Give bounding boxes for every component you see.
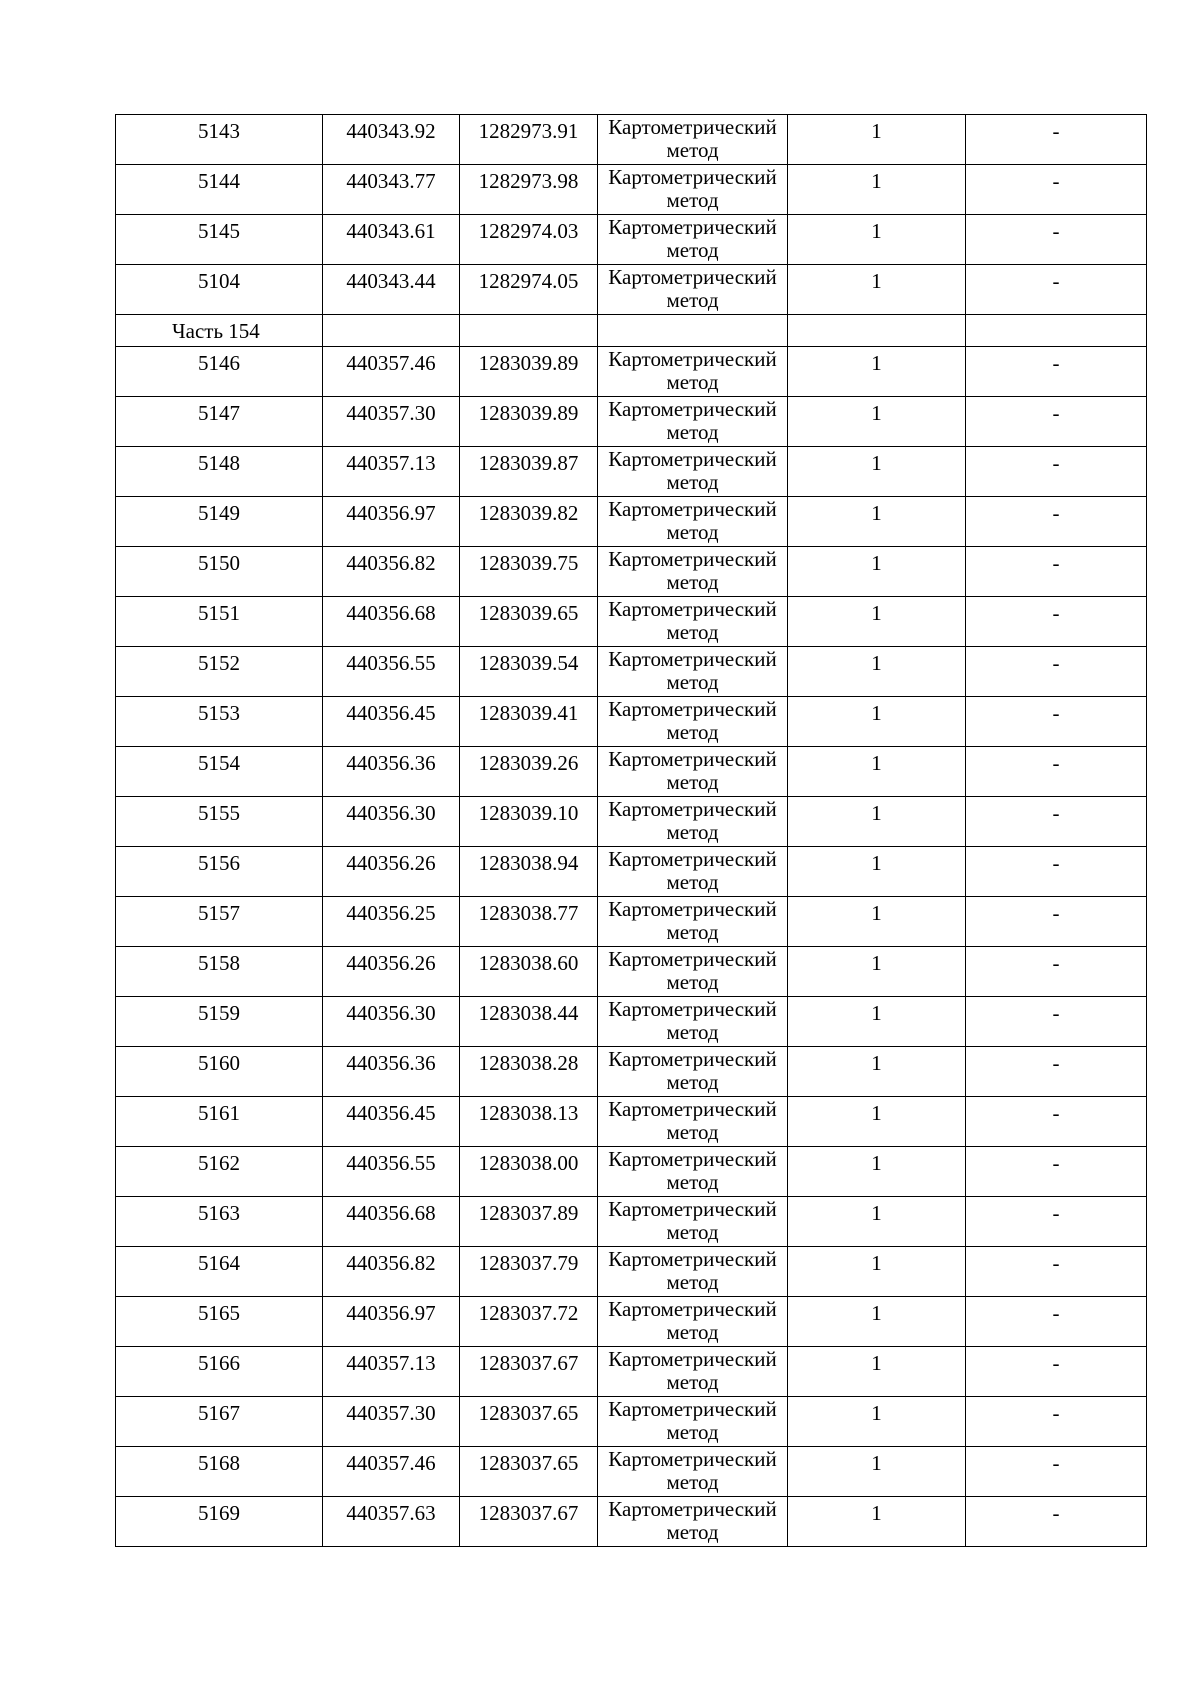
point-id-cell: 5143 [116,115,323,165]
method-cell [598,947,788,997]
method-line-2: метод [666,138,719,162]
accuracy-cell: 1 [788,1047,966,1097]
method-cell [598,347,788,397]
point-id-cell: 5151 [116,597,323,647]
method-line-2: метод [666,420,719,444]
table-row [116,1147,1147,1197]
y-coordinate-cell: 1283039.75 [460,547,598,597]
y-coordinate-cell: 1283037.65 [460,1447,598,1497]
method-line-2: метод [666,1170,719,1194]
note-cell: - [966,997,1147,1047]
x-coordinate-cell: 440356.55 [323,647,460,697]
method-line-1: Картометрический [608,697,777,721]
note-cell: - [966,747,1147,797]
method-cell [598,697,788,747]
note-cell: - [966,947,1147,997]
accuracy-cell: 1 [788,265,966,315]
method-line-2: метод [666,370,719,394]
accuracy-cell: 1 [788,947,966,997]
method-cell [598,1347,788,1397]
method-cell [598,115,788,165]
x-coordinate-cell: 440356.26 [323,847,460,897]
method-line-2: метод [666,1270,719,1294]
point-id-cell: 5149 [116,497,323,547]
method-cell [598,647,788,697]
y-coordinate-cell: 1283039.82 [460,497,598,547]
point-id-cell: 5155 [116,797,323,847]
point-id-cell: 5148 [116,447,323,497]
table-row [116,1397,1147,1447]
method-line-1: Картометрический [608,1397,777,1421]
method-line-1: Картометрический [608,647,777,671]
table-row [116,997,1147,1047]
method-line-1: Картометрический [608,215,777,239]
method-line-1: Картометрический [608,797,777,821]
note-cell: - [966,347,1147,397]
method-line-2: метод [666,1220,719,1244]
accuracy-cell: 1 [788,497,966,547]
x-coordinate-cell: 440356.26 [323,947,460,997]
x-coordinate-cell: 440356.97 [323,1297,460,1347]
method-line-2: метод [666,820,719,844]
note-cell: - [966,547,1147,597]
method-cell [598,597,788,647]
empty-cell [323,315,460,347]
point-id-cell: 5158 [116,947,323,997]
method-cell [598,1047,788,1097]
method-cell [598,1297,788,1347]
method-line-2: метод [666,1370,719,1394]
point-id-cell: 5168 [116,1447,323,1497]
method-line-1: Картометрический [608,947,777,971]
table-body [116,115,1147,1547]
method-line-2: метод [666,670,719,694]
table-row [116,347,1147,397]
accuracy-cell: 1 [788,747,966,797]
method-cell [598,997,788,1047]
x-coordinate-cell: 440357.46 [323,347,460,397]
note-cell: - [966,1197,1147,1247]
y-coordinate-cell: 1283038.77 [460,897,598,947]
empty-cell [598,315,788,347]
method-line-1: Картометрический [608,1047,777,1071]
x-coordinate-cell: 440356.55 [323,1147,460,1197]
note-cell: - [966,397,1147,447]
y-coordinate-cell: 1283037.65 [460,1397,598,1447]
x-coordinate-cell: 440357.63 [323,1497,460,1547]
note-cell: - [966,1147,1147,1197]
y-coordinate-cell: 1283039.54 [460,647,598,697]
accuracy-cell: 1 [788,1247,966,1297]
point-id-cell: 5156 [116,847,323,897]
method-cell [598,1147,788,1197]
accuracy-cell: 1 [788,1297,966,1347]
method-line-2: метод [666,1020,719,1044]
method-line-1: Картометрический [608,1497,777,1521]
point-id-cell: 5144 [116,165,323,215]
method-line-1: Картометрический [608,497,777,521]
point-id-cell: 5164 [116,1247,323,1297]
note-cell: - [966,1347,1147,1397]
method-cell [598,897,788,947]
table-row [116,165,1147,215]
y-coordinate-cell: 1283039.89 [460,397,598,447]
x-coordinate-cell: 440357.30 [323,1397,460,1447]
y-coordinate-cell: 1283038.94 [460,847,598,897]
x-coordinate-cell: 440356.45 [323,697,460,747]
x-coordinate-cell: 440356.36 [323,1047,460,1097]
method-line-2: метод [666,1420,719,1444]
method-line-1: Картометрический [608,1247,777,1271]
note-cell: - [966,1097,1147,1147]
accuracy-cell: 1 [788,1097,966,1147]
y-coordinate-cell: 1282974.03 [460,215,598,265]
point-id-cell: 5160 [116,1047,323,1097]
method-line-1: Картометрический [608,1447,777,1471]
method-line-2: метод [666,520,719,544]
coordinates-table [115,114,1147,1547]
method-line-2: метод [666,288,719,312]
y-coordinate-cell: 1283037.72 [460,1297,598,1347]
point-id-cell: 5159 [116,997,323,1047]
x-coordinate-cell: 440356.30 [323,797,460,847]
table-row [116,647,1147,697]
x-coordinate-cell: 440343.77 [323,165,460,215]
method-cell [598,1097,788,1147]
method-line-1: Картометрический [608,115,777,139]
x-coordinate-cell: 440357.13 [323,1347,460,1397]
y-coordinate-cell: 1283038.60 [460,947,598,997]
accuracy-cell: 1 [788,1397,966,1447]
accuracy-cell: 1 [788,797,966,847]
x-coordinate-cell: 440356.45 [323,1097,460,1147]
point-id-cell: 5163 [116,1197,323,1247]
method-line-1: Картометрический [608,1097,777,1121]
y-coordinate-cell: 1283037.67 [460,1347,598,1397]
method-line-2: метод [666,188,719,212]
table-row [116,1497,1147,1547]
table-row [116,265,1147,315]
point-id-cell: 5146 [116,347,323,397]
y-coordinate-cell: 1283038.44 [460,997,598,1047]
x-coordinate-cell: 440343.44 [323,265,460,315]
x-coordinate-cell: 440356.36 [323,747,460,797]
table-row [116,1047,1147,1097]
method-line-1: Картометрический [608,1197,777,1221]
table-row [116,1447,1147,1497]
y-coordinate-cell: 1283038.28 [460,1047,598,1097]
note-cell: - [966,215,1147,265]
x-coordinate-cell: 440356.25 [323,897,460,947]
method-cell [598,547,788,597]
note-cell: - [966,1497,1147,1547]
method-line-2: метод [666,1070,719,1094]
point-id-cell: 5153 [116,697,323,747]
method-cell [598,1247,788,1297]
x-coordinate-cell: 440343.61 [323,215,460,265]
table-row [116,797,1147,847]
point-id-cell: 5169 [116,1497,323,1547]
y-coordinate-cell: 1283037.67 [460,1497,598,1547]
accuracy-cell: 1 [788,215,966,265]
note-cell: - [966,497,1147,547]
x-coordinate-cell: 440356.97 [323,497,460,547]
table-row [116,947,1147,997]
y-coordinate-cell: 1283037.79 [460,1247,598,1297]
note-cell: - [966,165,1147,215]
accuracy-cell: 1 [788,115,966,165]
table-row [116,1097,1147,1147]
method-line-2: метод [666,870,719,894]
method-line-2: метод [666,570,719,594]
accuracy-cell: 1 [788,547,966,597]
note-cell: - [966,1047,1147,1097]
x-coordinate-cell: 440357.13 [323,447,460,497]
note-cell: - [966,1297,1147,1347]
note-cell: - [966,797,1147,847]
method-line-1: Картометрический [608,165,777,189]
point-id-cell: 5152 [116,647,323,697]
y-coordinate-cell: 1282974.05 [460,265,598,315]
note-cell: - [966,265,1147,315]
method-cell [598,797,788,847]
point-id-cell: 5154 [116,747,323,797]
table-row [116,497,1147,547]
accuracy-cell: 1 [788,347,966,397]
note-cell: - [966,447,1147,497]
method-line-1: Картометрический [608,847,777,871]
point-id-cell: 5157 [116,897,323,947]
point-id-cell: 5104 [116,265,323,315]
method-line-1: Картометрический [608,1347,777,1371]
note-cell: - [966,1447,1147,1497]
method-line-2: метод [666,720,719,744]
table-row [116,747,1147,797]
table-row [116,1347,1147,1397]
method-line-1: Картометрический [608,897,777,921]
note-cell: - [966,847,1147,897]
part-header-row [116,315,1147,347]
y-coordinate-cell: 1283039.41 [460,697,598,747]
accuracy-cell: 1 [788,997,966,1047]
method-line-1: Картометрический [608,747,777,771]
x-coordinate-cell: 440356.30 [323,997,460,1047]
table-row [116,547,1147,597]
point-id-cell: 5161 [116,1097,323,1147]
method-line-1: Картометрический [608,347,777,371]
x-coordinate-cell: 440356.68 [323,597,460,647]
method-cell [598,165,788,215]
table-row [116,447,1147,497]
method-line-2: метод [666,1120,719,1144]
note-cell: - [966,1247,1147,1297]
method-cell [598,265,788,315]
accuracy-cell: 1 [788,1497,966,1547]
method-line-1: Картометрический [608,1297,777,1321]
y-coordinate-cell: 1282973.98 [460,165,598,215]
method-line-1: Картометрический [608,1147,777,1171]
note-cell: - [966,597,1147,647]
table-row [116,215,1147,265]
table-row [116,1247,1147,1297]
method-line-1: Картометрический [608,997,777,1021]
note-cell: - [966,115,1147,165]
table-row [116,397,1147,447]
y-coordinate-cell: 1283038.13 [460,1097,598,1147]
method-line-1: Картометрический [608,597,777,621]
method-line-2: метод [666,470,719,494]
accuracy-cell: 1 [788,1447,966,1497]
method-cell [598,447,788,497]
method-line-1: Картометрический [608,265,777,289]
note-cell: - [966,1397,1147,1447]
y-coordinate-cell: 1283039.26 [460,747,598,797]
point-id-cell: 5166 [116,1347,323,1397]
point-id-cell: 5150 [116,547,323,597]
accuracy-cell: 1 [788,697,966,747]
point-id-cell: 5165 [116,1297,323,1347]
x-coordinate-cell: 440357.30 [323,397,460,447]
method-cell [598,847,788,897]
table-row [116,1197,1147,1247]
accuracy-cell: 1 [788,597,966,647]
method-line-2: метод [666,1520,719,1544]
point-id-cell: 5167 [116,1397,323,1447]
table-row [116,1297,1147,1347]
method-line-2: метод [666,1320,719,1344]
table-row [116,847,1147,897]
method-line-2: метод [666,238,719,262]
y-coordinate-cell: 1283037.89 [460,1197,598,1247]
accuracy-cell: 1 [788,647,966,697]
accuracy-cell: 1 [788,1147,966,1197]
method-cell [598,1497,788,1547]
empty-cell [966,315,1147,347]
accuracy-cell: 1 [788,897,966,947]
method-line-1: Картометрический [608,397,777,421]
method-cell [598,1197,788,1247]
note-cell: - [966,697,1147,747]
empty-cell [788,315,966,347]
y-coordinate-cell: 1282973.91 [460,115,598,165]
table-row [116,697,1147,747]
x-coordinate-cell: 440356.82 [323,547,460,597]
accuracy-cell: 1 [788,847,966,897]
y-coordinate-cell: 1283039.65 [460,597,598,647]
table-row [116,897,1147,947]
x-coordinate-cell: 440356.68 [323,1197,460,1247]
accuracy-cell: 1 [788,397,966,447]
point-id-cell: 5145 [116,215,323,265]
y-coordinate-cell: 1283039.89 [460,347,598,397]
point-id-cell: 5162 [116,1147,323,1197]
method-line-2: метод [666,620,719,644]
method-cell [598,397,788,447]
method-line-1: Картометрический [608,547,777,571]
method-cell [598,497,788,547]
method-cell [598,215,788,265]
table-row [116,115,1147,165]
accuracy-cell: 1 [788,165,966,215]
accuracy-cell: 1 [788,1347,966,1397]
point-id-cell: 5147 [116,397,323,447]
y-coordinate-cell: 1283038.00 [460,1147,598,1197]
accuracy-cell: 1 [788,447,966,497]
method-cell [598,1397,788,1447]
method-line-2: метод [666,1470,719,1494]
accuracy-cell: 1 [788,1197,966,1247]
table-row [116,597,1147,647]
method-line-2: метод [666,970,719,994]
empty-cell [460,315,598,347]
method-line-2: метод [666,770,719,794]
y-coordinate-cell: 1283039.10 [460,797,598,847]
x-coordinate-cell: 440356.82 [323,1247,460,1297]
part-label: Часть 154 [116,315,323,347]
x-coordinate-cell: 440357.46 [323,1447,460,1497]
note-cell: - [966,647,1147,697]
y-coordinate-cell: 1283039.87 [460,447,598,497]
x-coordinate-cell: 440343.92 [323,115,460,165]
note-cell: - [966,897,1147,947]
method-cell [598,747,788,797]
method-cell [598,1447,788,1497]
method-line-2: метод [666,920,719,944]
method-line-1: Картометрический [608,447,777,471]
